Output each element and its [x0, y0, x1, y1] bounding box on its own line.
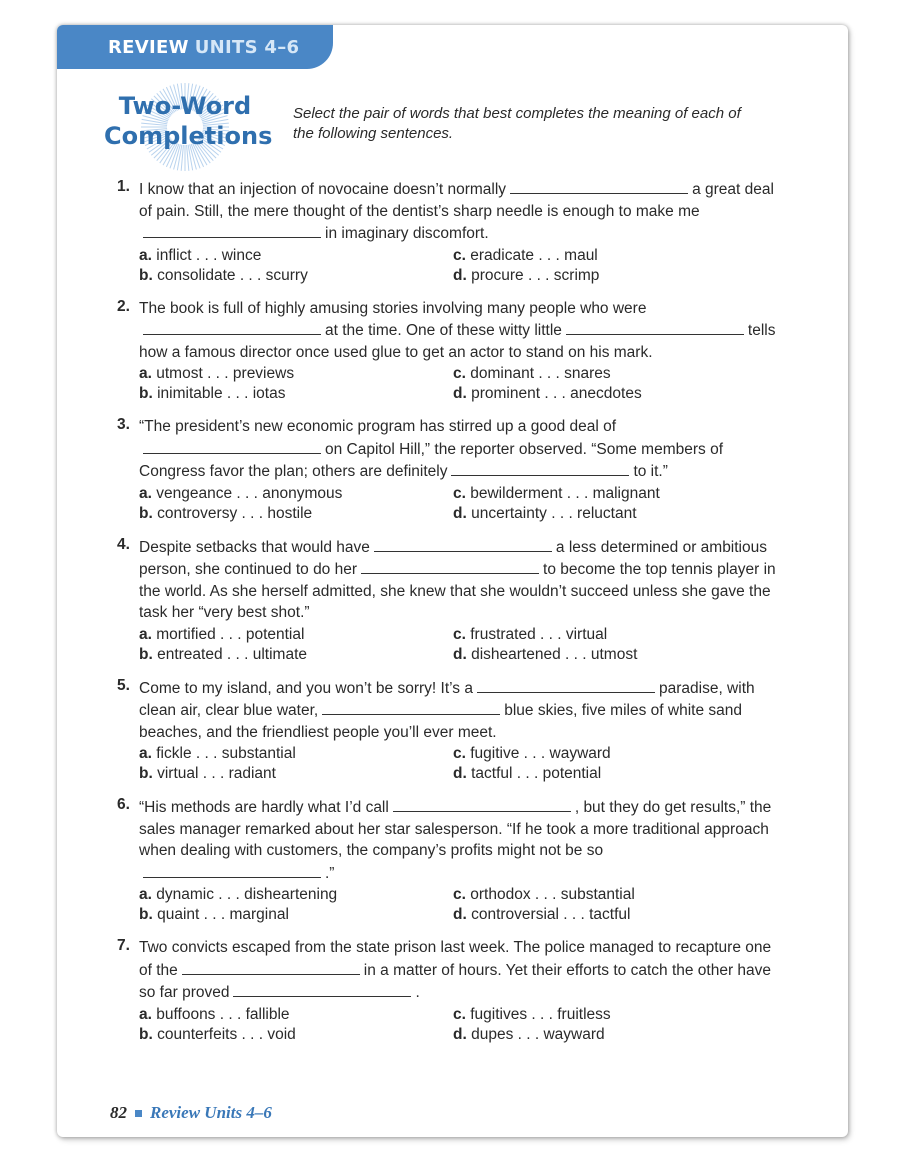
- option-letter: c.: [453, 1005, 466, 1023]
- stem-text: to it.”: [633, 463, 668, 480]
- answer-blank: [143, 438, 321, 454]
- option-letter: d.: [453, 266, 467, 284]
- answer-option[interactable]: [453, 764, 753, 784]
- answer-option[interactable]: [453, 266, 753, 286]
- stem-text: paradise, with clean air, clear blue water,: [139, 679, 755, 719]
- answer-blank: [143, 319, 321, 335]
- stem-text: on Capitol Hill,” the reporter observed. “Some members of Congress favor the plan; others are definitely: [139, 440, 723, 480]
- option-text: controversial . . . tactful: [471, 906, 631, 923]
- option-text: entreated . . . ultimate: [157, 645, 308, 663]
- question-stem: [139, 677, 777, 744]
- badge-line-2: Completions: [104, 122, 273, 150]
- answer-option[interactable]: [453, 484, 753, 504]
- answer-option[interactable]: [139, 744, 453, 764]
- page-number: 82: [110, 1103, 127, 1122]
- stem-text: “The president’s new economic program has stirred up a good deal of: [139, 418, 617, 435]
- stem-text: a less determined or ambitious person, she continued to do her: [139, 538, 767, 578]
- option-text: controversy . . . hostile: [157, 504, 313, 522]
- question-item: [117, 796, 777, 925]
- option-text: prominent . . . anecdotes: [471, 385, 642, 402]
- option-letter: a.: [139, 625, 152, 643]
- question-item: [117, 416, 777, 524]
- option-letter: d.: [453, 1025, 467, 1043]
- option-letter: c.: [453, 484, 466, 502]
- units-label: UNITS 4–6: [194, 36, 300, 58]
- option-letter: a.: [139, 484, 152, 502]
- answer-option[interactable]: [139, 885, 453, 905]
- stem-text: The book is full of highly amusing stories involving many people who were: [139, 299, 647, 317]
- option-letter: b.: [139, 266, 153, 284]
- question-number: 3.: [117, 416, 130, 433]
- question-list: [117, 178, 777, 1057]
- answer-blank: [510, 178, 688, 194]
- question-number: 2.: [117, 297, 130, 315]
- question-stem: [139, 536, 777, 624]
- option-letter: c.: [453, 745, 466, 762]
- option-text: dynamic . . . disheartening: [156, 886, 338, 903]
- badge-line-1: Two-Word: [118, 92, 252, 120]
- instructions: Select the pair of words that best completes the meaning of each of the following sentences.: [293, 105, 741, 142]
- answer-options: [139, 484, 777, 524]
- option-text: quaint . . . marginal: [157, 906, 289, 923]
- answer-option[interactable]: [453, 504, 753, 524]
- option-text: consolidate . . . scurry: [157, 266, 308, 284]
- option-letter: a.: [139, 886, 152, 903]
- stem-text: Two convicts escaped from the state prison last week. The police managed to recapture one of the: [139, 939, 772, 979]
- stem-text: Come to my island, and you won’t be sorry! It’s a: [139, 679, 473, 697]
- stem-text: .: [415, 984, 420, 1001]
- option-text: inimitable . . . iotas: [157, 385, 286, 402]
- answer-blank: [374, 536, 552, 552]
- review-tab: [57, 25, 333, 69]
- option-text: eradicate . . . maul: [470, 246, 598, 264]
- option-text: disheartened . . . utmost: [471, 645, 638, 663]
- answer-options: [139, 744, 777, 784]
- answer-option[interactable]: [139, 504, 453, 524]
- answer-option[interactable]: [139, 364, 453, 384]
- answer-option[interactable]: [453, 384, 753, 404]
- answer-options: [139, 625, 777, 665]
- option-letter: b.: [139, 504, 153, 522]
- question-stem: [139, 178, 777, 245]
- answer-option[interactable]: [139, 1025, 453, 1045]
- option-text: fugitives . . . fruitless: [470, 1005, 611, 1023]
- option-letter: c.: [453, 886, 466, 903]
- option-text: fugitive . . . wayward: [470, 745, 611, 762]
- stem-text: to become the top tennis player in the world. As she herself admitted, she knew that she wouldn’t succeed unless she gave the task her “very best shot.”: [139, 561, 776, 621]
- answer-option[interactable]: [139, 905, 453, 925]
- option-text: mortified . . . potential: [156, 625, 305, 643]
- answer-blank: [393, 796, 571, 812]
- option-text: inflict . . . wince: [156, 246, 262, 264]
- question-item: [117, 937, 777, 1045]
- question-stem: [139, 298, 777, 364]
- answer-blank: [233, 981, 411, 997]
- option-letter: a.: [139, 745, 152, 762]
- option-letter: c.: [453, 246, 466, 264]
- square-bullet-icon: [135, 1110, 142, 1117]
- answer-blank: [566, 319, 744, 335]
- stem-text: .”: [325, 864, 335, 882]
- answer-blank: [322, 699, 500, 715]
- stem-text: blue skies, five miles of white sand beaches, and the friendliest people you’ll ever meet.: [139, 702, 742, 741]
- answer-options: [139, 1005, 777, 1045]
- question-item: [117, 536, 777, 665]
- question-stem: [139, 937, 777, 1004]
- answer-option[interactable]: [453, 364, 753, 384]
- option-text: fickle . . . substantial: [156, 745, 296, 762]
- option-text: vengeance . . . anonymous: [156, 484, 343, 502]
- option-text: tactful . . . potential: [471, 765, 602, 782]
- answer-option[interactable]: [453, 1005, 753, 1025]
- option-letter: d.: [453, 906, 467, 923]
- review-label: REVIEW: [108, 36, 189, 58]
- option-text: orthodox . . . substantial: [470, 886, 635, 903]
- option-letter: b.: [139, 645, 153, 663]
- option-letter: d.: [453, 765, 467, 782]
- question-number: 6.: [117, 796, 130, 813]
- answer-blank: [451, 460, 629, 476]
- question-item: [117, 677, 777, 785]
- question-number: 1.: [117, 178, 130, 195]
- option-letter: a.: [139, 1005, 152, 1023]
- question-item: [117, 298, 777, 405]
- answer-options: [139, 885, 777, 925]
- answer-option[interactable]: [139, 645, 453, 665]
- answer-blank: [477, 677, 655, 693]
- answer-blank: [182, 959, 360, 975]
- option-letter: a.: [139, 365, 152, 382]
- answer-option[interactable]: [139, 1005, 453, 1025]
- stem-text: tells how a famous director once used glue to get an actor to stand on his mark.: [139, 322, 776, 361]
- stem-text: in a matter of hours. Yet their efforts to catch the other have so far proved: [139, 961, 772, 1001]
- option-text: virtual . . . radiant: [157, 765, 276, 782]
- question-stem: [139, 796, 777, 884]
- question-number: 4.: [117, 535, 130, 553]
- option-letter: c.: [453, 365, 466, 382]
- answer-option[interactable]: [139, 484, 453, 504]
- answer-blank: [361, 558, 539, 574]
- answer-option[interactable]: [453, 645, 753, 665]
- option-letter: c.: [453, 625, 466, 643]
- question-number: 5.: [117, 676, 130, 694]
- answer-option[interactable]: [453, 885, 753, 905]
- option-letter: a.: [139, 246, 152, 264]
- option-text: dominant . . . snares: [470, 365, 611, 382]
- option-text: frustrated . . . virtual: [470, 625, 608, 643]
- answer-option[interactable]: [453, 905, 753, 925]
- stem-text: I know that an injection of novocaine doesn’t normally: [139, 181, 507, 198]
- answer-option[interactable]: [453, 246, 753, 266]
- option-letter: d.: [453, 385, 467, 402]
- option-letter: d.: [453, 645, 467, 663]
- stem-text: at the time. One of these witty little: [325, 322, 562, 339]
- answer-blank: [143, 862, 321, 878]
- answer-option[interactable]: [139, 246, 453, 266]
- answer-blank: [143, 222, 321, 238]
- footer-label: Review Units 4–6: [150, 1103, 272, 1122]
- option-text: procure . . . scrimp: [471, 266, 600, 284]
- option-text: buffoons . . . fallible: [156, 1005, 290, 1023]
- answer-option[interactable]: [139, 764, 453, 784]
- answer-option[interactable]: [453, 1025, 753, 1045]
- option-text: dupes . . . wayward: [471, 1025, 605, 1043]
- answer-option[interactable]: [139, 384, 453, 404]
- stem-text: “His methods are hardly what I’d call: [139, 799, 389, 816]
- stem-text: Despite setbacks that would have: [139, 538, 370, 556]
- stem-text: , but they do get results,” the sales manager remarked about her star salesperson. “If he took a more traditional approach when dealing with customers, the company’s profits might not be so: [139, 799, 772, 859]
- option-text: utmost . . . previews: [156, 365, 295, 382]
- question-stem: [139, 416, 777, 483]
- answer-option[interactable]: [139, 625, 453, 645]
- question-item: [117, 178, 777, 286]
- option-letter: b.: [139, 385, 153, 402]
- section-badge: [104, 82, 273, 172]
- option-letter: b.: [139, 1025, 153, 1043]
- stem-text: in imaginary discomfort.: [325, 225, 489, 242]
- page-footer: [110, 1103, 272, 1123]
- answer-options: [139, 364, 777, 404]
- answer-options: [139, 246, 777, 286]
- option-letter: d.: [453, 504, 467, 522]
- option-text: bewilderment . . . malignant: [470, 484, 660, 502]
- option-letter: b.: [139, 906, 153, 923]
- answer-option[interactable]: [139, 266, 453, 286]
- stem-text: a great deal of pain. Still, the mere thought of the dentist’s sharp needle is enough to make me: [139, 181, 774, 220]
- option-text: uncertainty . . . reluctant: [471, 504, 637, 522]
- option-text: counterfeits . . . void: [157, 1025, 296, 1043]
- option-letter: b.: [139, 765, 153, 782]
- answer-option[interactable]: [453, 744, 753, 764]
- answer-option[interactable]: [453, 625, 753, 645]
- question-number: 7.: [117, 937, 130, 954]
